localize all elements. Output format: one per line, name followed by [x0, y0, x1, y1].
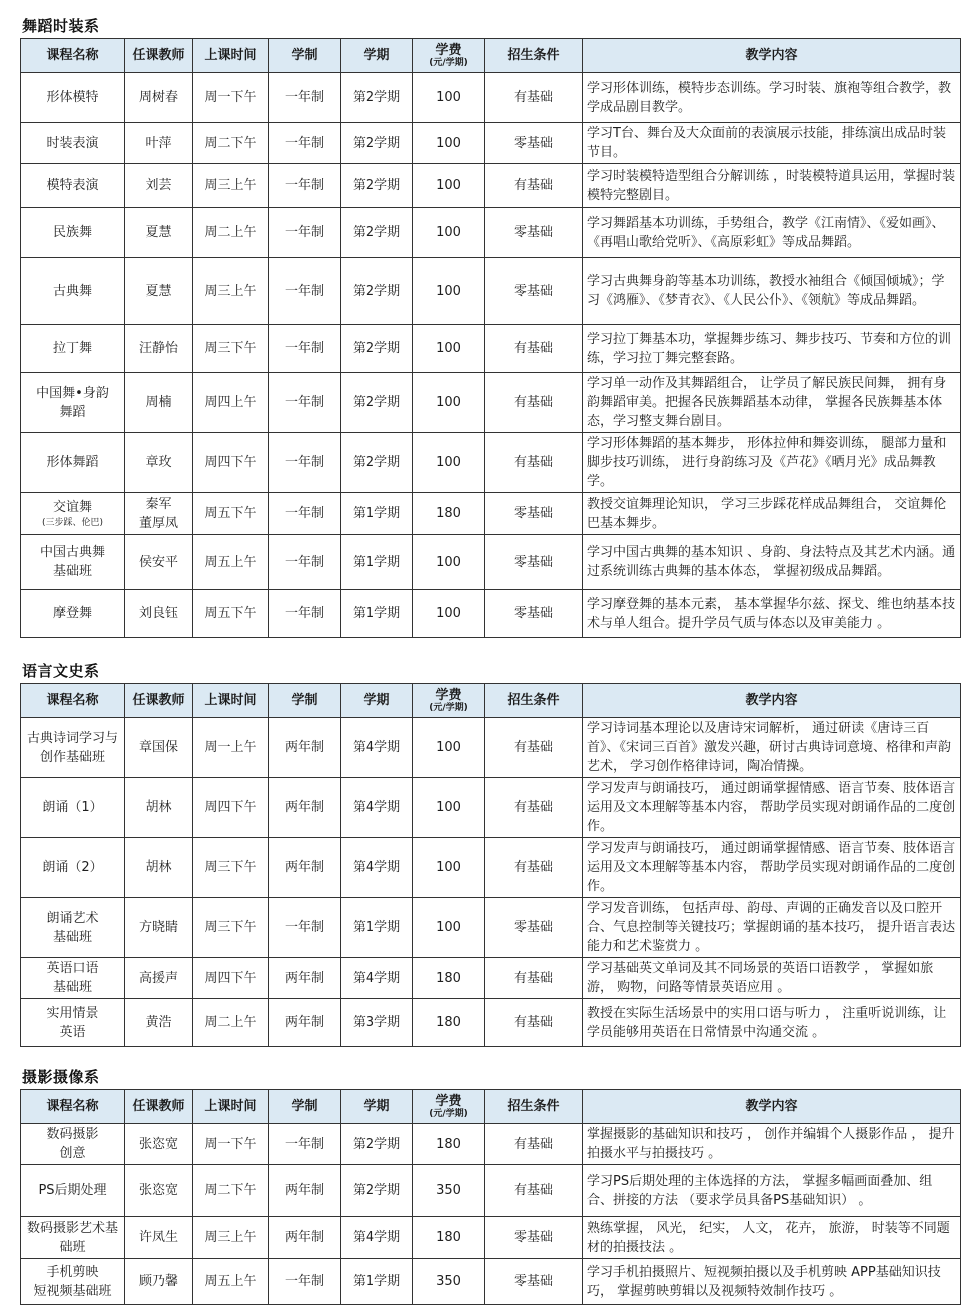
teacher: 周楠	[125, 373, 193, 433]
teacher: 章国保	[125, 718, 193, 778]
requirement: 有基础	[485, 373, 583, 433]
duration: 一年制	[269, 535, 341, 590]
header-fee: 学费 (元/学期)	[413, 39, 485, 73]
header-duration: 学制	[269, 684, 341, 718]
header-time: 上课时间	[193, 684, 269, 718]
teaching-content: 学习单一动作及其舞蹈组合， 让学员了解民族民间舞， 拥有身韵舞蹈审美。把握各民族舞蹈基本动律， 掌握各民族舞基本体态，学习整支舞台剧目。	[583, 373, 961, 433]
fee: 100	[413, 373, 485, 433]
table-header-row	[21, 684, 961, 718]
class-time: 周五下午	[193, 590, 269, 638]
duration: 两年制	[269, 718, 341, 778]
header-course-name: 课程名称	[21, 684, 125, 718]
teacher: 许凤生	[125, 1217, 193, 1259]
table-row	[21, 535, 961, 590]
class-time: 周四下午	[193, 778, 269, 838]
semester: 第4学期	[341, 838, 413, 898]
teacher: 秦军 董厚凤	[125, 493, 193, 535]
course-name: 形体舞蹈	[21, 433, 125, 493]
course-name: 形体模特	[21, 73, 125, 123]
course-table-language	[20, 683, 961, 1047]
teaching-content: 学习中国古典舞的基本知识 、身韵、身法特点及其艺术内涵。通过系统训练古典舞的基本体态， 掌握初级成品舞蹈。	[583, 535, 961, 590]
teaching-content: 学习发音训练， 包括声母、韵母、声调的正确发音以及口腔开合、气息控制等关键技巧；掌握朗诵的基本技巧， 提升语言表达能力和艺术鉴赏力 。	[583, 898, 961, 958]
class-time: 周五下午	[193, 493, 269, 535]
table-row	[21, 325, 961, 373]
requirement: 零基础	[485, 258, 583, 325]
teaching-content: 学习PS后期处理的主体选择的方法， 掌握多幅画面叠加、组合、拼接的方法 （要求学员具备PS基础知识） 。	[583, 1165, 961, 1217]
teacher: 黄浩	[125, 999, 193, 1047]
teaching-content: 学习形体舞蹈的基本舞步， 形体拉伸和舞姿训练， 腿部力量和脚步技巧训练， 进行身韵练习及《芦花》《晒月光》成品舞教学。	[583, 433, 961, 493]
header-content: 教学内容	[583, 684, 961, 718]
requirement: 零基础	[485, 590, 583, 638]
duration: 一年制	[269, 1259, 341, 1305]
header-content: 教学内容	[583, 39, 961, 73]
requirement: 有基础	[485, 958, 583, 999]
requirement: 有基础	[485, 838, 583, 898]
requirement: 零基础	[485, 535, 583, 590]
teaching-content: 教授在实际生活场景中的实用口语与听力 ， 注重听说训练，让学员能够用英语在日常情景中沟通交流 。	[583, 999, 961, 1047]
teacher: 周树春	[125, 73, 193, 123]
fee: 100	[413, 778, 485, 838]
table-row	[21, 778, 961, 838]
teacher: 叶萍	[125, 123, 193, 164]
teacher: 章玫	[125, 433, 193, 493]
fee: 100	[413, 590, 485, 638]
teaching-content: 熟练掌握， 风光， 纪实， 人文， 花卉， 旅游， 时装等不同题材的拍摄技法 。	[583, 1217, 961, 1259]
duration: 一年制	[269, 164, 341, 208]
duration: 一年制	[269, 898, 341, 958]
header-teacher: 任课教师	[125, 39, 193, 73]
header-fee: 学费 (元/学期)	[413, 684, 485, 718]
course-name: PS后期处理	[21, 1165, 125, 1217]
teacher: 张恣宽	[125, 1165, 193, 1217]
teacher: 顾乃馨	[125, 1259, 193, 1305]
requirement: 有基础	[485, 433, 583, 493]
teaching-content: 学习古典舞身韵等基本功训练，教授水袖组合《倾国倾城》；学习《鸿雁》、《梦青衣》、《人民公仆》、《领航》等成品舞蹈。	[583, 258, 961, 325]
table-row	[21, 1165, 961, 1217]
fee: 100	[413, 898, 485, 958]
table-row	[21, 208, 961, 258]
fee: 180	[413, 999, 485, 1047]
class-time: 周一上午	[193, 718, 269, 778]
teaching-content: 学习舞蹈基本功训练，手势组合，教学《江南情》、《爱如画》、《再唱山歌给党听》、《高原彩虹》等成品舞蹈。	[583, 208, 961, 258]
course-name: 摩登舞	[21, 590, 125, 638]
semester: 第4学期	[341, 958, 413, 999]
requirement: 有基础	[485, 164, 583, 208]
teacher: 方晓睛	[125, 898, 193, 958]
duration: 两年制	[269, 838, 341, 898]
table-row	[21, 373, 961, 433]
teaching-content: 学习摩登舞的基本元素， 基本掌握华尔兹、探戈、维也纳基本技术与单人组合。提升学员气质与体态以及审美能力 。	[583, 590, 961, 638]
requirement: 有基础	[485, 999, 583, 1047]
table-row	[21, 1217, 961, 1259]
table-row	[21, 433, 961, 493]
requirement: 零基础	[485, 208, 583, 258]
teaching-content: 教授交谊舞理论知识， 学习三步踩花样成品舞组合， 交谊舞伦巴基本舞步。	[583, 493, 961, 535]
class-time: 周一下午	[193, 73, 269, 123]
teaching-content: 学习形体训练，模特步态训练。学习时装、旗袍等组合教学，教学成品剧目教学。	[583, 73, 961, 123]
header-semester: 学期	[341, 1090, 413, 1124]
header-teacher: 任课教师	[125, 1090, 193, 1124]
duration: 一年制	[269, 590, 341, 638]
teaching-content: 学习发声与朗诵技巧， 通过朗诵掌握情感、语言节奏、肢体语言运用及文本理解等基本内容， 帮助学员实现对朗诵作品的二度创作。	[583, 778, 961, 838]
table-header-row	[21, 1090, 961, 1124]
semester: 第3学期	[341, 999, 413, 1047]
course-name: 数码摄影 创意	[21, 1124, 125, 1165]
course-name: 古典舞	[21, 258, 125, 325]
table-row	[21, 1124, 961, 1165]
requirement: 零基础	[485, 123, 583, 164]
requirement: 零基础	[485, 898, 583, 958]
fee: 350	[413, 1259, 485, 1305]
teacher: 胡林	[125, 838, 193, 898]
class-time: 周一下午	[193, 1124, 269, 1165]
class-time: 周二下午	[193, 123, 269, 164]
duration: 两年制	[269, 999, 341, 1047]
duration: 一年制	[269, 123, 341, 164]
header-semester: 学期	[341, 684, 413, 718]
course-name: 实用情景 英语	[21, 999, 125, 1047]
semester: 第4学期	[341, 718, 413, 778]
requirement: 零基础	[485, 1217, 583, 1259]
class-time: 周三下午	[193, 325, 269, 373]
class-time: 周二上午	[193, 999, 269, 1047]
requirement: 有基础	[485, 718, 583, 778]
table-row	[21, 590, 961, 638]
table-header-row	[21, 39, 961, 73]
header-course-name: 课程名称	[21, 1090, 125, 1124]
table-row	[21, 958, 961, 999]
teacher: 侯安平	[125, 535, 193, 590]
teacher: 夏慧	[125, 208, 193, 258]
class-time: 周五上午	[193, 1259, 269, 1305]
class-time: 周四上午	[193, 373, 269, 433]
teaching-content: 学习T台、舞台及大众面前的表演展示技能，排练演出成品时装节目。	[583, 123, 961, 164]
fee: 350	[413, 1165, 485, 1217]
teacher: 汪静怡	[125, 325, 193, 373]
semester: 第1学期	[341, 1259, 413, 1305]
course-name: 古典诗词学习与 创作基础班	[21, 718, 125, 778]
course-table-photography	[20, 1089, 961, 1305]
class-time: 周二上午	[193, 208, 269, 258]
course-name: 数码摄影艺术基 础班	[21, 1217, 125, 1259]
duration: 一年制	[269, 208, 341, 258]
teacher: 夏慧	[125, 258, 193, 325]
class-time: 周三上午	[193, 164, 269, 208]
semester: 第2学期	[341, 164, 413, 208]
fee: 180	[413, 493, 485, 535]
table-row	[21, 999, 961, 1047]
semester: 第2学期	[341, 1124, 413, 1165]
fee: 100	[413, 535, 485, 590]
semester: 第1学期	[341, 590, 413, 638]
semester: 第2学期	[341, 258, 413, 325]
course-name: 模特表演	[21, 164, 125, 208]
class-time: 周五上午	[193, 535, 269, 590]
duration: 两年制	[269, 1217, 341, 1259]
class-time: 周二下午	[193, 1165, 269, 1217]
semester: 第1学期	[341, 535, 413, 590]
table-row	[21, 838, 961, 898]
duration: 一年制	[269, 493, 341, 535]
fee: 180	[413, 958, 485, 999]
duration: 两年制	[269, 778, 341, 838]
semester: 第2学期	[341, 73, 413, 123]
requirement: 有基础	[485, 73, 583, 123]
fee: 100	[413, 73, 485, 123]
table-row	[21, 123, 961, 164]
course-name: 民族舞	[21, 208, 125, 258]
course-name: 英语口语 基础班	[21, 958, 125, 999]
class-time: 周三上午	[193, 258, 269, 325]
requirement: 有基础	[485, 1124, 583, 1165]
header-duration: 学制	[269, 39, 341, 73]
fee: 100	[413, 208, 485, 258]
teacher: 胡林	[125, 778, 193, 838]
semester: 第4学期	[341, 778, 413, 838]
teacher: 张恣宽	[125, 1124, 193, 1165]
fee: 100	[413, 164, 485, 208]
course-name: 中国古典舞 基础班	[21, 535, 125, 590]
course-name: 交谊舞 (三步踩、伦巴)	[21, 493, 125, 535]
semester: 第2学期	[341, 433, 413, 493]
header-time: 上课时间	[193, 1090, 269, 1124]
semester: 第2学期	[341, 373, 413, 433]
teaching-content: 学习发声与朗诵技巧， 通过朗诵掌握情感、语言节奏、肢体语言运用及文本理解等基本内容， 帮助学员实现对朗诵作品的二度创作。	[583, 838, 961, 898]
fee: 100	[413, 258, 485, 325]
header-requirement: 招生条件	[485, 39, 583, 73]
fee: 180	[413, 1217, 485, 1259]
header-semester: 学期	[341, 39, 413, 73]
class-time: 周三上午	[193, 1217, 269, 1259]
course-name: 时装表演	[21, 123, 125, 164]
fee: 100	[413, 325, 485, 373]
fee: 100	[413, 718, 485, 778]
table-row	[21, 73, 961, 123]
teaching-content: 学习手机拍摄照片、短视频拍摄以及手机剪映 APP基础知识技巧， 掌握剪映剪辑以及视频特效制作技巧 。	[583, 1259, 961, 1305]
semester: 第2学期	[341, 208, 413, 258]
class-time: 周四下午	[193, 433, 269, 493]
fee: 100	[413, 123, 485, 164]
table-row	[21, 493, 961, 535]
requirement: 零基础	[485, 1259, 583, 1305]
teaching-content: 学习基础英文单词及其不同场景的英语口语教学 ， 掌握如旅游， 购物，问路等情景英语应用 。	[583, 958, 961, 999]
duration: 一年制	[269, 1124, 341, 1165]
requirement: 零基础	[485, 493, 583, 535]
course-name: 拉丁舞	[21, 325, 125, 373]
duration: 一年制	[269, 373, 341, 433]
header-requirement: 招生条件	[485, 684, 583, 718]
class-time: 周四下午	[193, 958, 269, 999]
teaching-content: 学习时装模特造型组合分解训练 ，时装模特道具运用，掌握时装模特完整剧目。	[583, 164, 961, 208]
teaching-content: 学习诗词基本理论以及唐诗宋词解析， 通过研读《唐诗三百首》、《宋词三百首》激发兴趣，研讨古典诗词意境、格律和声韵艺术， 学习创作格律诗词，陶冶情操。	[583, 718, 961, 778]
requirement: 有基础	[485, 1165, 583, 1217]
duration: 一年制	[269, 433, 341, 493]
section-title-language: 语言文史系	[22, 662, 100, 680]
duration: 两年制	[269, 958, 341, 999]
duration: 两年制	[269, 1165, 341, 1217]
teaching-content: 掌握摄影的基础知识和技巧 ， 创作并编辑个人摄影作品 ， 提升拍摄水平与拍摄技巧 。	[583, 1124, 961, 1165]
teacher: 高援声	[125, 958, 193, 999]
semester: 第1学期	[341, 898, 413, 958]
header-course-name: 课程名称	[21, 39, 125, 73]
class-time: 周三下午	[193, 898, 269, 958]
course-name: 中国舞•身韵 舞蹈	[21, 373, 125, 433]
teaching-content: 学习拉丁舞基本功，掌握舞步练习、舞步技巧、节奏和方位的训练，学习拉丁舞完整套路。	[583, 325, 961, 373]
teacher: 刘芸	[125, 164, 193, 208]
semester: 第2学期	[341, 123, 413, 164]
duration: 一年制	[269, 325, 341, 373]
requirement: 有基础	[485, 778, 583, 838]
course-name: 手机剪映 短视频基础班	[21, 1259, 125, 1305]
course-name: 朗诵艺术 基础班	[21, 898, 125, 958]
header-teacher: 任课教师	[125, 684, 193, 718]
semester: 第4学期	[341, 1217, 413, 1259]
fee: 100	[413, 838, 485, 898]
fee: 100	[413, 433, 485, 493]
table-row	[21, 1259, 961, 1305]
table-row	[21, 258, 961, 325]
header-content: 教学内容	[583, 1090, 961, 1124]
header-requirement: 招生条件	[485, 1090, 583, 1124]
section-title-photography: 摄影摄像系	[22, 1068, 100, 1086]
teacher: 刘良钰	[125, 590, 193, 638]
course-name: 朗诵（2）	[21, 838, 125, 898]
section-title-dance: 舞蹈时装系	[22, 17, 100, 35]
table-row	[21, 898, 961, 958]
table-row	[21, 164, 961, 208]
course-table-dance	[20, 38, 961, 638]
header-fee: 学费 (元/学期)	[413, 1090, 485, 1124]
semester: 第1学期	[341, 493, 413, 535]
duration: 一年制	[269, 258, 341, 325]
semester: 第2学期	[341, 1165, 413, 1217]
fee: 180	[413, 1124, 485, 1165]
course-name: 朗诵（1）	[21, 778, 125, 838]
semester: 第2学期	[341, 325, 413, 373]
requirement: 有基础	[485, 325, 583, 373]
table-row	[21, 718, 961, 778]
header-time: 上课时间	[193, 39, 269, 73]
class-time: 周三下午	[193, 838, 269, 898]
header-duration: 学制	[269, 1090, 341, 1124]
duration: 一年制	[269, 73, 341, 123]
